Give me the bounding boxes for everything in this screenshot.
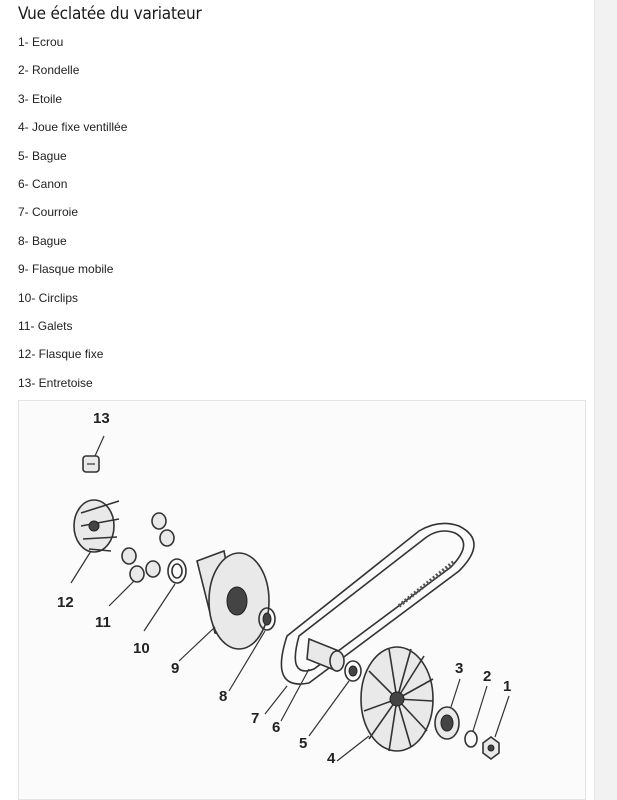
part-2-rondelle xyxy=(465,731,477,747)
list-item: 3- Etoile xyxy=(18,91,63,106)
list-item: 4- Joue fixe ventillée xyxy=(18,120,128,135)
list-item: 5- Bague xyxy=(18,148,67,163)
diagram-label-11: 11 xyxy=(95,614,111,631)
part-6-canon xyxy=(307,639,344,671)
list-item: 6- Canon xyxy=(18,176,68,191)
part-4-joue-fixe-ventillee xyxy=(361,647,433,751)
leader-3 xyxy=(451,679,460,707)
leader-7 xyxy=(265,686,287,714)
leader-13 xyxy=(95,436,104,456)
leader-4 xyxy=(337,736,369,761)
list-item: 12- Flasque fixe xyxy=(18,347,104,362)
list-item: 8- Bague xyxy=(18,233,67,248)
diagram-label-4: 4 xyxy=(327,750,336,767)
part-3-etoile xyxy=(435,707,459,739)
part-12-flasque-fixe xyxy=(74,500,119,552)
part-5-bague xyxy=(345,661,361,681)
part-1-ecrou xyxy=(483,737,499,759)
diagram-label-1: 1 xyxy=(503,678,512,695)
diagram-label-9: 9 xyxy=(171,660,180,677)
diagram-label-8: 8 xyxy=(219,688,228,705)
diagram-label-7: 7 xyxy=(251,710,260,727)
leader-10 xyxy=(144,584,175,631)
list-item: 9- Flasque mobile xyxy=(18,262,114,277)
leader-11 xyxy=(109,581,134,606)
list-item: 1- Ecrou xyxy=(18,35,64,49)
page-title: Vue éclatée du variateur xyxy=(18,4,202,24)
list-item: 11- Galets xyxy=(18,318,73,333)
diagram-label-13: 13 xyxy=(93,410,110,427)
exploded-view-diagram xyxy=(18,400,586,800)
diagram-label-3: 3 xyxy=(455,660,464,677)
list-item: 2- Rondelle xyxy=(18,63,80,78)
diagram-label-12: 12 xyxy=(57,594,74,611)
diagram-label-2: 2 xyxy=(483,668,492,685)
leader-9 xyxy=(179,627,215,661)
diagram-label-6: 6 xyxy=(272,719,281,736)
part-11-galets xyxy=(122,513,174,582)
parts-list xyxy=(18,34,127,403)
list-item: 10- Circlips xyxy=(18,290,79,305)
exploded-view-svg xyxy=(19,401,585,799)
leader-5 xyxy=(309,681,349,736)
page-right-edge xyxy=(594,0,617,800)
leader-12 xyxy=(71,551,91,583)
list-item: 7- Courroie xyxy=(18,205,79,220)
part-10-circlips xyxy=(168,559,186,583)
diagram-label-5: 5 xyxy=(299,735,308,752)
leader-1 xyxy=(495,696,509,737)
list-item: 13- Entretoise xyxy=(18,375,93,390)
diagram-label-10: 10 xyxy=(133,640,150,657)
leader-2 xyxy=(473,686,487,731)
part-13-entretoise xyxy=(83,456,99,472)
